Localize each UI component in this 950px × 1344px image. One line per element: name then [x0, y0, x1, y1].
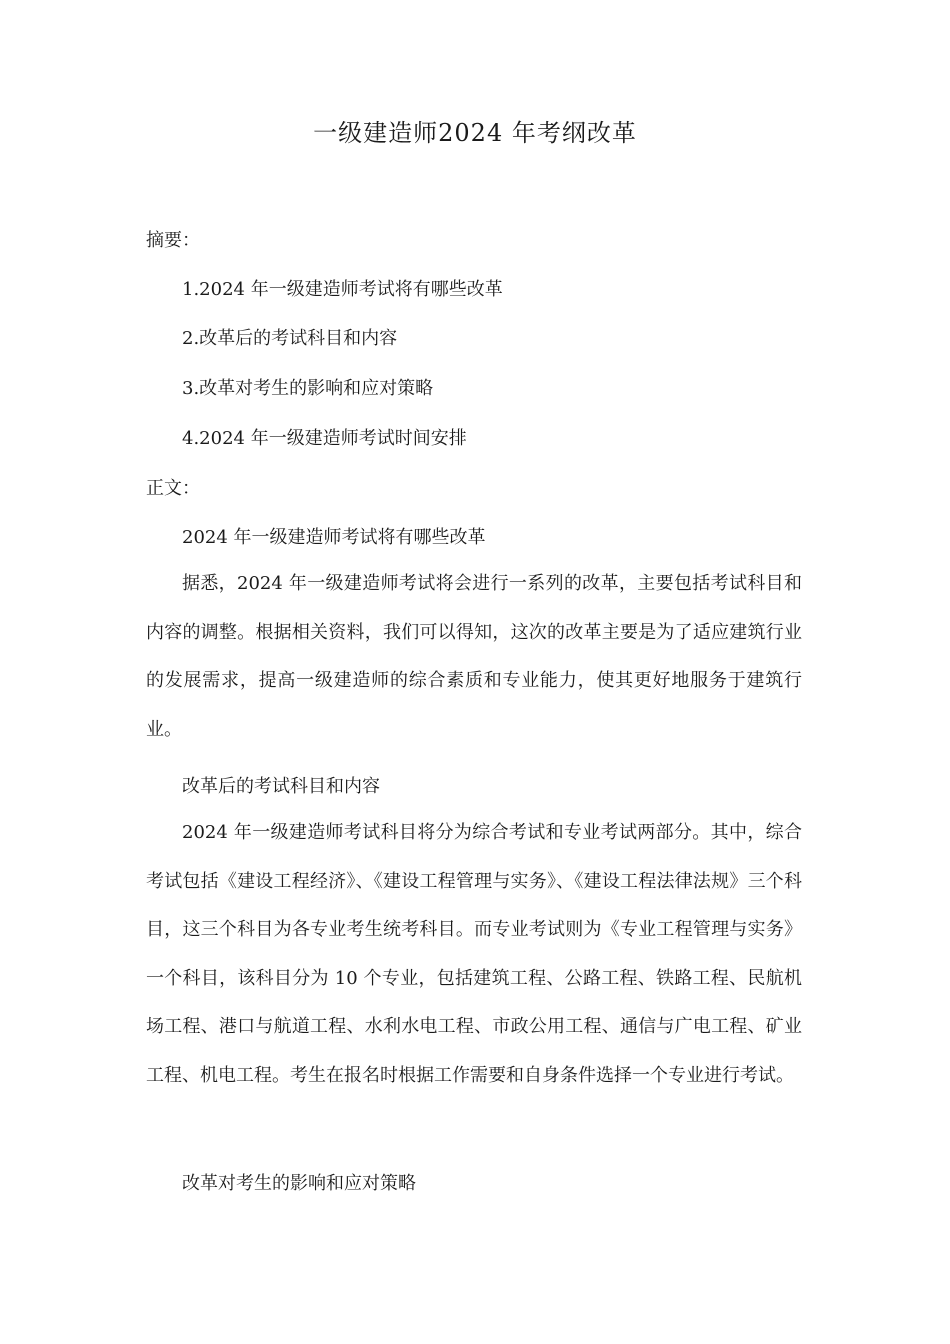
document-title: 一级建造师2024 年考纲改革: [313, 119, 637, 147]
outline-item: 4.2024 年一级建造师考试时间安排: [182, 428, 467, 449]
body-label: 正文：: [146, 478, 200, 499]
section-paragraph: 2024 年一级建造师考试科目将分为综合考试和专业考试两部分。其中，综合考试包括《建设工程经济》、《建设工程管理与实务》、《建设工程法律法规》三个科目，这三个科目为各专业考生统考科目。而专业考试则为《专业工程管理与实务》一个科目，该科目分为 10 个专业，包括建筑工程、公路工程、铁路工程、民航机场工程、港口与航道工程、水利水电工程、市政公用工程、通信与广电工程、矿业工程、机电工程。考生在报名时根据工作需要和自身条件选择一个专业进行考试。: [146, 822, 802, 1086]
section-heading: 2024 年一级建造师考试将有哪些改革: [182, 527, 486, 548]
section-paragraph: 据悉，2024 年一级建造师考试将会进行一系列的改革，主要包括考试科目和内容的调整。根据相关资料，我们可以得知，这次的改革主要是为了适应建筑行业的发展需求，提高一级建造师的综合素质和专业能力，使其更好地服务于建筑行业。: [146, 573, 802, 740]
outline-item: 1.2024 年一级建造师考试将有哪些改革: [182, 279, 503, 300]
summary-label: 摘要：: [146, 230, 200, 251]
section-heading: 改革对考生的影响和应对策略: [182, 1173, 416, 1194]
outline-item: 2.改革后的考试科目和内容: [182, 328, 398, 349]
outline-item: 3.改革对考生的影响和应对策略: [182, 378, 434, 399]
section-heading: 改革后的考试科目和内容: [182, 776, 380, 797]
